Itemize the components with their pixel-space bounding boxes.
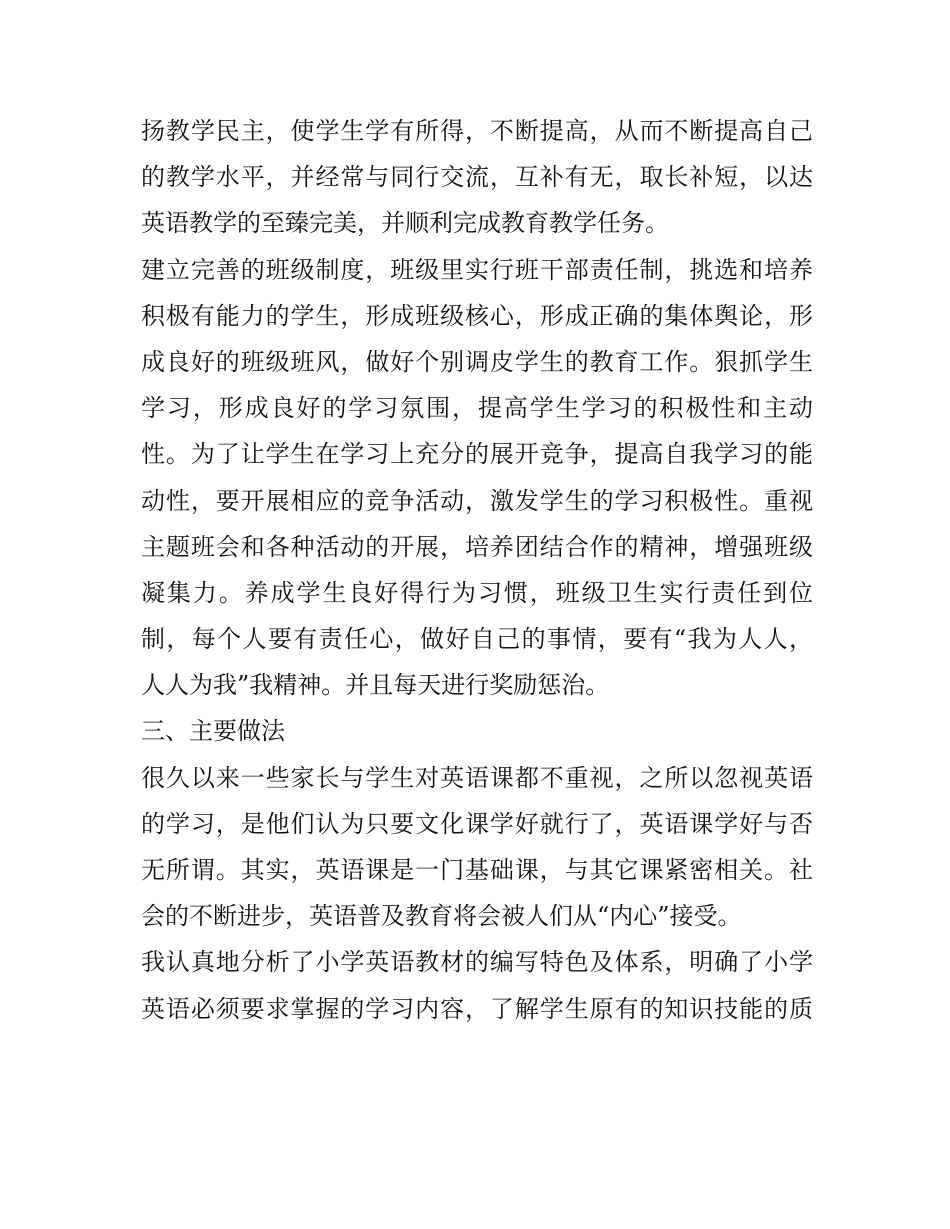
text-line-6: 成良好的班级班风，做好个别调皮学生的教育工作。狠抓学生 xyxy=(141,347,813,376)
text-line-2: 的教学水平，并经常与同行交流，互补有无，取长补短，以达 xyxy=(141,163,813,192)
text-line-9: 动性，要开展相应的竞争活动，激发学生的学习积极性。重视 xyxy=(141,486,813,515)
text-line-11: 凝集力。养成学生良好得行为习惯，班级卫生实行责任到位 xyxy=(141,578,813,607)
text-line-19: 我认真地分析了小学英语教材的编写特色及体系，明确了小学 xyxy=(141,948,813,977)
text-line-7: 学习，形成良好的学习氛围，提高学生学习的积极性和主动 xyxy=(141,394,813,423)
section-heading: 三、主要做法 xyxy=(141,717,285,746)
text-line-3: 英语教学的至臻完美，并顺利完成教育教学任务。 xyxy=(141,209,669,238)
text-line-13: 人人为我”我精神。并且每天进行奖励惩治。 xyxy=(141,671,610,700)
document-body xyxy=(141,108,813,1032)
text-line-16: 的学习，是他们认为只要文化课学好就行了，英语课学好与否 xyxy=(141,809,813,838)
text-line-17: 无所谓。其实，英语课是一门基础课，与其它课紧密相关。社 xyxy=(141,856,813,884)
text-line-12: 制，每个人要有责任心，做好自己的事情，要有“我为人人， xyxy=(141,625,813,654)
text-line-10: 主题班会和各种活动的开展，培养团结合作的精神，增强班级 xyxy=(141,532,813,561)
text-line-4: 建立完善的班级制度，班级里实行班干部责任制，挑选和培养 xyxy=(141,255,813,284)
text-line-20: 英语必须要求掌握的学习内容，了解学生原有的知识技能的质 xyxy=(141,994,813,1023)
text-line-8: 性。为了让学生在学习上充分的展开竞争，提高自我学习的能 xyxy=(141,440,813,469)
text-line-1: 扬教学民主，使学生学有所得，不断提高，从而不断提高自己 xyxy=(141,117,813,145)
text-line-18: 会的不断进步，英语普及教育将会被人们从“内心”接受。 xyxy=(141,902,742,931)
text-line-5: 积极有能力的学生，形成班级核心，形成正确的集体舆论，形 xyxy=(141,301,813,330)
text-line-15: 很久以来一些家长与学生对英语课都不重视，之所以忽视英语 xyxy=(141,763,813,792)
